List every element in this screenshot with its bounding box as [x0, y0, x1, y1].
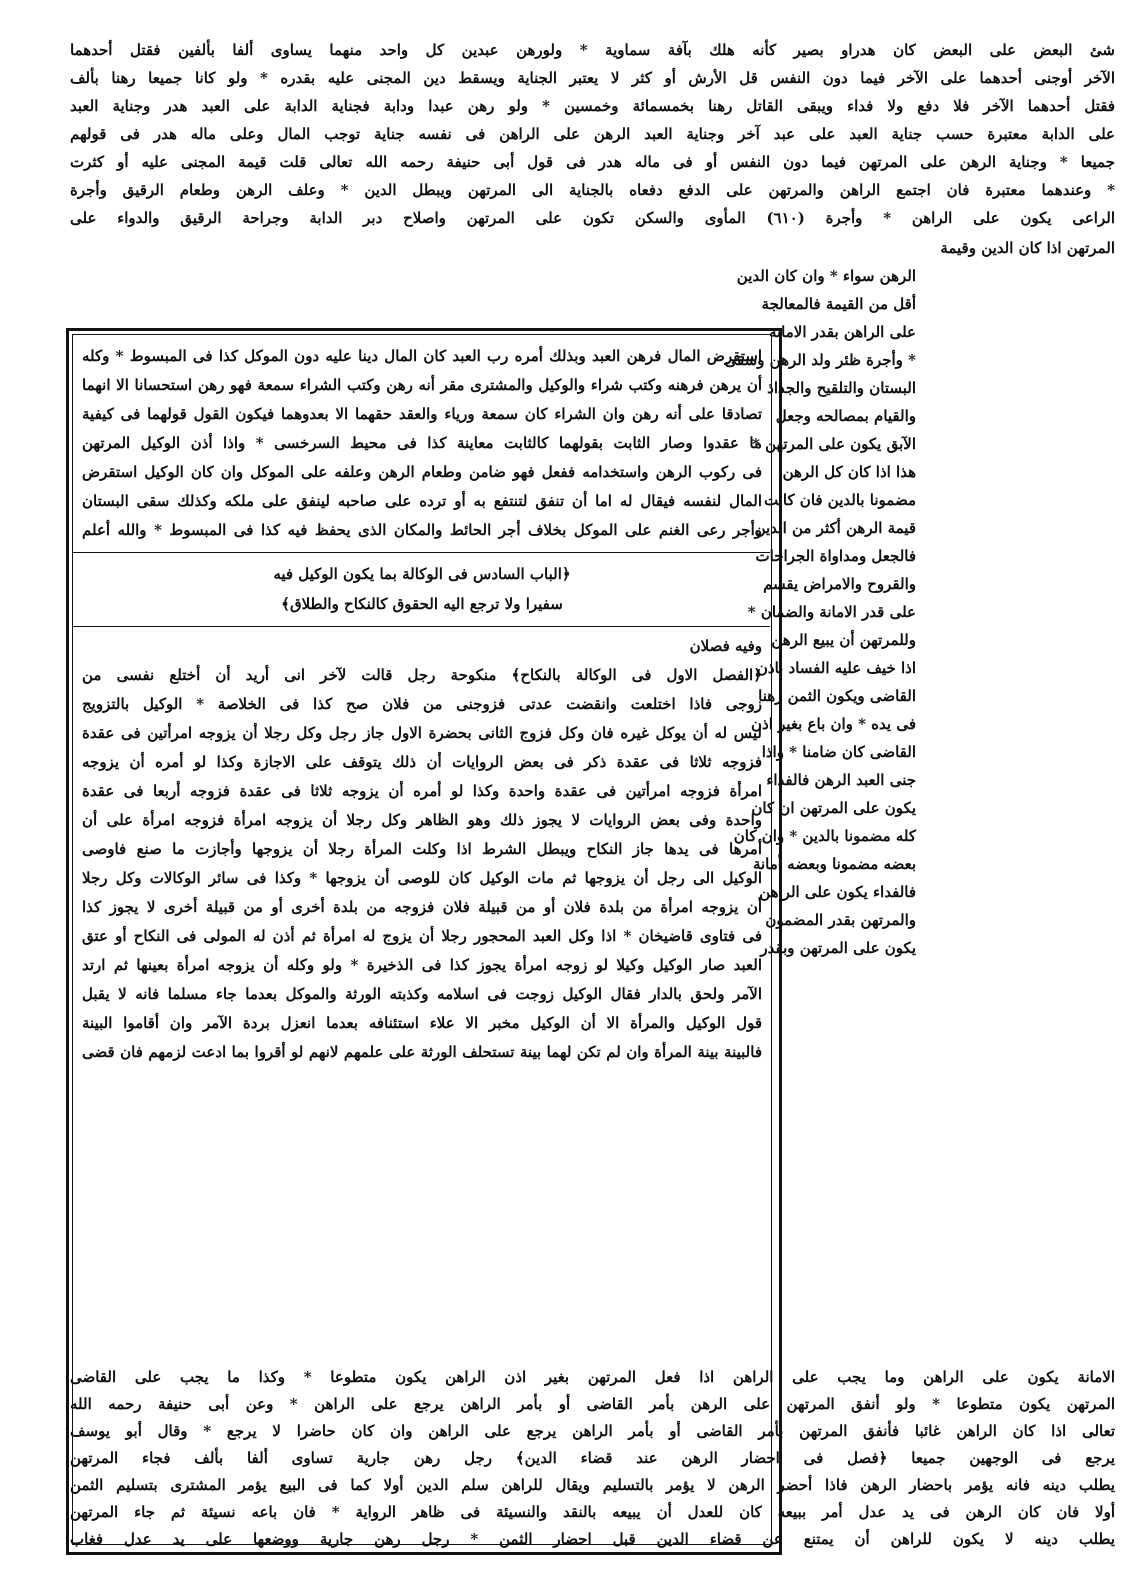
text-line: فقتل أحدهما الآخر فلا دفع ولا فداء ويبقى القاتل رهنا بخمسمائة وخمسين * ولو رهن عبدا ودابة فجناية الدابة على العبد هدر وجناية العبد [70, 97, 1115, 115]
text-line: جميعا * وجناية الرهن على المرتهن فيما دون النفس أو فى ماله هدر فى قول أبى حنيفة رحمه الله تعالى قلت قيمة المجنى عليه أو كثرت [70, 153, 1115, 171]
divider-rule [72, 626, 770, 627]
margin-line: البستان والتلقيح والجذاذ [767, 379, 916, 397]
margin-line: القاضى ويكون الثمن رهنا [758, 687, 916, 705]
text-line: يطلب دينه لا يكون للراهن أن يمتنع عن قضاء الدين قبل احضار الثمن * رجل رهن جارية ووضعها على يد عدل فغاب [70, 1530, 1115, 1548]
margin-line: مضمونا بالدين فان كانت [763, 491, 916, 509]
text-line: تصادقا على أنه رهن وان الشراء كان سمعة ورياء والعقد حقهما الا بعدوهما فيكون القول قولهما فى كيفية [82, 405, 762, 423]
text-line: الوكيل الى رجل أن يزوجها ثم مات الوكيل كان للوصى أن يزوجها * وكذا فى سائر الوكالات وكل رجلا [82, 869, 762, 887]
text-line: فى فتاوى قاضيخان * اذا وكل العبد المحجور رجلا أن يزوج له امرأة ثم أذن له المولى فى النكاح أو عتق [82, 927, 762, 945]
text-line: ما عقدوا وصار الثابت بقولهما كالثابت معاينة كذا فى محيط السرخسى * واذا أذن الوكيل المرتهن [82, 434, 762, 452]
margin-line: اذا خيف عليه الفساد باذن [756, 659, 916, 677]
text-line: ﴿الفصل الاول فى الوكالة بالنكاح﴾ منكوحة رجل قالت لآخر انى أريد أن أختلع نفسى من [82, 666, 762, 684]
divider-rule [72, 552, 770, 553]
text-line: واحدة وفى بعض الروايات لا يجوز ذلك وهو الظاهر وكل رجلا أن يزوجه امرأة فزوجه امرأة على أن [82, 811, 762, 829]
margin-line: على قدر الامانة والضمان * [747, 603, 916, 621]
text-line: المال لنفسه فيقال له اما أن تنفق لتنتفع به أو ترده على صاحبه لينفق على ملكه وكذلك سقى البستان [82, 492, 762, 510]
text-line: تعالى اذا كان الراهن غائبا فأنفق المرتهن بأمر القاضى أو بأمر الراهن يرجع على الراهن وان كان حاضرا لا يرجع * وقال أبو يوسف [70, 1422, 1115, 1440]
text-line: الراعى يكون على الراهن * وأجرة (٦١٠) المأوى والسكن تكون على المرتهن واصلاح دبر الدابة وجراحة الرقيق والدواء على [70, 209, 1115, 227]
text-line: شئ البعض على البعض كان هدراو بصير كأنه هلك بآفة سماوية * ولورهن عبدين كل واحد منهما يساوى ألفا بألفين فقتل أحدهما [70, 41, 1115, 59]
text-line: على الدابة معتبرة حسب جناية العبد على عبد آخر وجناية العبد الرهن على الراهن فى نفسه جناية توجب المال وعلى ماله هدر فى قولهم [70, 125, 1115, 143]
margin-line: والقروح والامراض يقسم [763, 575, 916, 593]
text-line: أن يرهن فرهنه وكتب شراء والوكيل والمشترى مقر أنه رهن وكتب الشراء سمعة فهو رهن استحسانا الا انهما [82, 376, 762, 394]
margin-line: على الراهن بقدر الامانة [768, 323, 916, 341]
margin-line: المرتهن اذا كان الدين وقيمة [940, 239, 1115, 257]
margin-line: القاضى كان ضامنا * واذا [761, 743, 916, 761]
text-line: المرتهن يكون متطوعا * ولو أنفق المرتهن على الرهن بأمر القاضى أو بأمر الراهن يرجع على الراهن * وعن أبى حنيفة رحمه الله [70, 1395, 1115, 1413]
margin-line: وللمرتهن أن يبيع الرهن [771, 631, 916, 649]
margin-line: هذا اذا كان كل الرهن [782, 463, 916, 481]
margin-line: يكون على المرتهن وبقدر [760, 939, 916, 957]
margin-line: قيمة الرهن أكثر من الدين [754, 519, 916, 537]
text-line: فزوجه ثلاثا فى عقدة ذكر فى بعض الروايات أن ذلك يتوقف على الاجازة وكذا لو أمره أن يزوجه [82, 753, 762, 771]
section-intro: وفيه فصلان [689, 637, 762, 655]
heading-line: ﴿الباب السادس فى الوكالة بما يكون الوكيل فيه [273, 565, 571, 583]
margin-line: فالفداء يكون على الراهن [759, 883, 916, 901]
margin-line: كله مضمونا بالدين * وان كان [733, 827, 916, 845]
margin-line: * وأجرة ظئر ولد الرهن وسقى [724, 351, 916, 369]
text-line: ليس له أن يوكل غيره فان وكل فزوج الثانى بحضرة الاول جاز رجل وكل رجلا أن يزوجه امرأتين فى عقدة [82, 724, 762, 742]
margin-line: بعضه مضمونا وبعضه أمانة [752, 855, 916, 873]
text-line: يرجع فى الوجهين جميعا ﴿فصل فى احضار الرهن عند قضاء الدين﴾ رجل رهن جارية تساوى ألفا بألف فجاء المرتهن [70, 1449, 1115, 1467]
text-line: أن يزوجه امرأة من بلدة فلان أو من قبيلة فلان فزوجه من بلدة أخرى أو من قبيلة أخرى لا يجوز كذا [82, 898, 762, 916]
text-line: قول الوكيل والمرأة الا أن الوكيل مخبر الا علاء استئنافه بعدما انعزل بردة الآمر وان أقاموا البينة [82, 1014, 762, 1032]
text-line: العبد صار الوكيل وكيلا لو زوجه امرأة يجوز كذا فى الذخيرة * ولو وكله أن يزوجه امرأة بعينها ثم ارتد [82, 956, 762, 974]
text-line: زوجى فاذا اختلعت وانقضت عدتى فزوجنى من فلان صح كذا فى الخلاصة * الوكيل بالتزويج [82, 695, 762, 713]
margin-line: الرهن سواء * وان كان الدين [736, 267, 916, 285]
text-line: استقرض المال فرهن العبد وبذلك أمره رب العبد كان المال دينا عليه دون الموكل كذا فى المبسوط * وكله [82, 347, 762, 365]
margin-line: أقل من القيمة فالمعالجة [761, 295, 916, 313]
heading-line: سفيرا ولا ترجع اليه الحقوق كالنكاح والطلاق﴾ [281, 595, 563, 613]
text-line: أمرها فى يدها جاز النكاح ويبطل الشرط اذا وكلت المرأة رجلا أن يزوجها وأجازت ما صنع فاوصى [82, 840, 762, 858]
text-line: * وعندهما معتبرة فان اجتمع الراهن والمرتهن على الدفع دفعاه بالجناية الى المرتهن ويبطل الدين * وعلف الرهن وطعام الرقيق وأجرة [70, 181, 1115, 199]
margin-line: والمرتهن بقدر المضمون [765, 911, 916, 929]
margin-line: جنى العبد الرهن فالفداء [766, 771, 916, 789]
margin-line: يكون على المرتهن ان كان [751, 799, 916, 817]
text-line: الآمر ولحق بالدار فقال الوكيل زوجت فى اسلامه وكذبته الورثة والموكل بعدما جاء مسلما فانه لا يقبل [82, 985, 762, 1003]
text-line: أولا فان كان الرهن فى يد عدل أمر ببيعه كان للعدل أن يبيعه بالنقد والنسيئة فى ظاهر الرواية * فان باعه نسيئة ثم جاء المرتهن [70, 1503, 1115, 1521]
text-line: فى ركوب الرهن واستخدامه ففعل فهو ضامن وطعام الرهن وعلفه على الموكل وان كان الوكيل استقرض [82, 463, 762, 481]
margin-line: الآبق يكون على المرتهن * [752, 435, 916, 453]
text-line: الامانة يكون على الراهن وما يجب على الراهن اذا فعل المرتهن بغير اذن الراهن يكون متطوعا * وكذا ما يجب على القاضى [70, 1368, 1115, 1386]
text-line: وأجر رعى الغنم على الموكل بخلاف أجر الحائط والمكان الذى يحفظ فيه كذا فى المبسوط * والله أعلم [82, 521, 762, 539]
margin-line: فى يده * وان باع بغير اذن [751, 715, 916, 733]
text-line: يطلب دينه فانه يؤمر باحضار الرهن فاذا أحضر الرهن لا يؤمر بالتسليم ويقال للراهن سلم الدين أولا كما فى البيع يؤمر المشترى بتسليم الثمن [70, 1476, 1115, 1494]
text-line: فالبينة بينة المرأة وان لم تكن لهما بينة تستحلف الورثة على علمهم لانهم لو أقروا بما ادعت لزمهم فان قضى [82, 1043, 762, 1061]
text-line: امرأة فزوجه امرأتين فى عقدة واحدة وكذا لو أمره أن يزوجه ثلاثا فى عقدة فزوجه أربعا فى عقدة [82, 782, 762, 800]
margin-line: والقيام بمصالحه وجعل [775, 407, 916, 425]
margin-line: فالجعل ومداواة الجراحات [755, 547, 916, 565]
text-line: الآخر أوجنى أحدهما على الآخر فيما دون النفس قل الأرش أو كثر لا يعتبر الجناية ويسقط دين المجنى عليه بقدره * ولو كانا جميعا رهنا بألف [70, 69, 1115, 87]
